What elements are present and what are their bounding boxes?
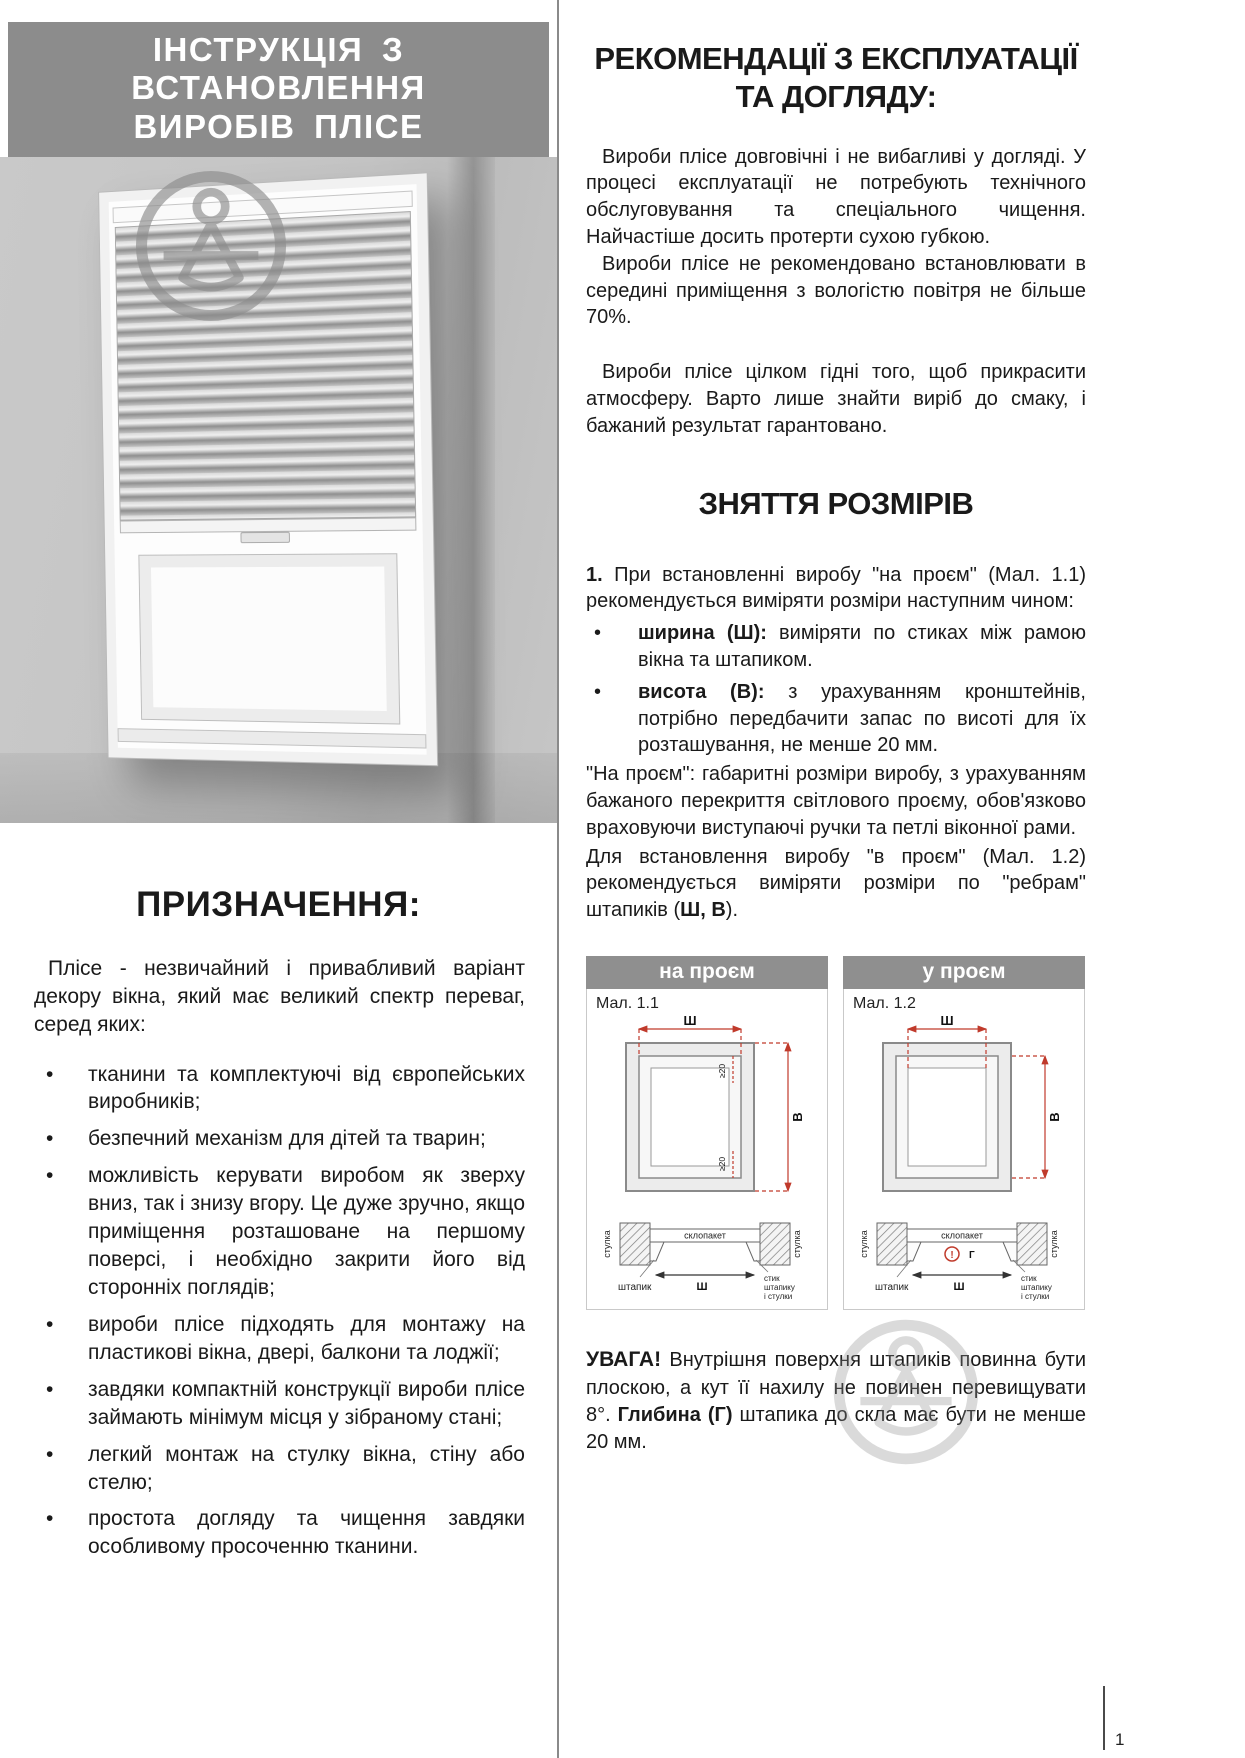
care-title-line-2: ТА ДОГЛЯДУ: [735, 78, 937, 114]
left-column [0, 0, 557, 1570]
step-text: При встановленні виробу "на проєм" (Мал. 1.1) рекомендується виміряти розміри наступним чином: [586, 563, 1086, 613]
page-number-value: 1 [1115, 1730, 1125, 1749]
min-gap-top-label: ≥20 [717, 1063, 727, 1079]
brand-watermark-icon [830, 1316, 982, 1468]
glazing-label: склопакет [684, 1230, 726, 1241]
joint-label-3: і стулки [764, 1291, 793, 1301]
min-gap-bottom-label: ≥20 [717, 1156, 727, 1172]
purpose-list-item: • можливість керувати виробом як зверху вниз, так і знизу вгору. Це дуже зручно, якщо приміщення розташоване на першому поверсі, і необхідно закрити його від сторонніх поглядів; [34, 1162, 525, 1302]
care-paragraph-3: Вироби плісе цілком гідні того, щоб прикрасити атмосферу. Варто лише знайти виріб до смаку, і бажаний результат гарантовано. [586, 361, 1086, 437]
window-sill [118, 728, 427, 748]
window-frame-drawing [883, 1043, 1011, 1191]
diagram-1-drawing [592, 1013, 822, 1305]
height-definition: з урахуванням кронштейнів, потрібно передбачити запас по висоті для їх розташування, не менше 20 мм. [638, 680, 1086, 757]
glazing-label: склопакет [941, 1230, 983, 1241]
purpose-list-item: • тканини та комплектуючі від європейських виробників; [34, 1061, 525, 1117]
diagram-row [586, 956, 1086, 1310]
v-proem-text-1: Для встановлення виробу "в проєм" (Мал. 1.2) рекомендується виміряти розміри по "ребрам" штапиків ( [586, 845, 1086, 922]
step-number: 1. [586, 563, 603, 586]
diagram-1-body [586, 989, 828, 1310]
v-proem-dims: Ш, В [680, 899, 726, 922]
attention-text-2: штапика до скла має бути не менше 20 мм. [586, 1403, 1086, 1453]
v-proem-text-2: ). [725, 899, 739, 922]
purpose-list-item: • легкий монтаж на стулку вікна, стіну або стелю; [34, 1441, 525, 1497]
blind-handle [240, 532, 290, 543]
figure-1-label: Мал. 1.1 [596, 994, 659, 1012]
product-photo [0, 157, 557, 823]
purpose-list-item: • завдяки компактній конструкції вироби плісе займають мінімум місця у зібраному стані; [34, 1376, 525, 1432]
page-number [1103, 1686, 1124, 1750]
measuring-title: ЗНЯТТЯ РОЗМІРІВ [698, 485, 974, 521]
joint-label-1: стик [764, 1273, 780, 1283]
measuring-step-1 [586, 562, 1086, 616]
diagram-na-proem [586, 956, 828, 1310]
diagram-2-body [843, 989, 1085, 1310]
right-column [586, 0, 1086, 1456]
measuring-list-item [586, 679, 1086, 759]
attention-text-1: Внутрішня поверхня штапиків повинна бути плоскою, а кут її нахилу не повинен перевищувати 8°. [586, 1348, 1086, 1426]
attention-label: УВАГА! [586, 1347, 662, 1371]
sash-right-label: стулка [792, 1230, 802, 1258]
sash-left-label: стулка [602, 1230, 612, 1258]
dim-width-label: Ш [940, 1012, 954, 1028]
care-paragraph-2: Вироби плісе не рекомендовано встановлювати в середині приміщення з вологістю повітря не більше 70%. [586, 252, 1086, 329]
joint-label-2: штапику [764, 1282, 795, 1292]
dim-height-label: В [790, 1112, 805, 1122]
purpose-list-item: • безпечний механізм для дітей та тварин; [34, 1125, 525, 1153]
dim-width-label: Ш [683, 1012, 697, 1028]
window-glass [139, 554, 399, 723]
bead-label: штапик [618, 1281, 652, 1293]
banner-line-1: ІНСТРУКЦІЯ З ВСТАНОВЛЕННЯ [131, 31, 426, 107]
purpose-title: ПРИЗНАЧЕННЯ: [136, 884, 421, 924]
joint-label-2: штапику [1021, 1282, 1052, 1292]
measuring-list [586, 620, 1086, 759]
purpose-list-item: • вироби плісе підходять для монтажу на пластикові вікна, двері, балкони та лоджії; [34, 1311, 525, 1367]
measuring-list-item [586, 620, 1086, 674]
window-frame-drawing [626, 1043, 754, 1191]
v-proem-paragraph [586, 844, 1086, 924]
joint-label-3: і стулки [1021, 1291, 1050, 1301]
care-title [586, 40, 1086, 116]
diagram-2-header: у проєм [843, 956, 1085, 989]
wall-floor-shading [0, 753, 557, 823]
sash-left-label: стулка [859, 1230, 869, 1258]
purpose-intro: Плісе - незвичайний і привабливий варіант декору вікна, який має великий спектр переваг, серед яких: [34, 956, 525, 1036]
care-title-line-1: РЕКОМЕНДАЦІЇ З ЕКСПЛУАТАЦІЇ [594, 41, 1078, 76]
joint-label-1: стик [1021, 1273, 1037, 1283]
purpose-list-item: • простота догляду та чищення завдяки особливому просоченню тканини. [34, 1505, 525, 1561]
diagram-2-drawing [849, 1013, 1079, 1305]
cross-width-label: Ш [696, 1280, 708, 1293]
care-paragraph-1: Вироби плісе довговічні і не вибагливі у догляді. У процесі експлуатації не потребують технічного обслуговування та спеціального чищення. Найчастіше досить протерти сухою губкою. [586, 145, 1086, 249]
width-term: ширина (Ш): [638, 622, 767, 645]
title-banner [8, 22, 549, 157]
na-proem-paragraph: "На проєм": габаритні розміри виробу, з урахуванням бажаного перекриття світлового проєму, обов'язково враховуючи виступаючі ручки та петлі віконної рами. [586, 763, 1086, 839]
bead-label: штапик [875, 1281, 909, 1293]
wall-shading [447, 157, 495, 823]
banner-line-2: ВИРОБІВ ПЛІСЕ [133, 107, 424, 145]
figure-2-label: Мал. 1.2 [853, 994, 916, 1012]
diagram-u-proem [843, 956, 1085, 1310]
width-definition: виміряти по стиках між рамою вікна та штапиком. [638, 622, 1086, 671]
column-divider [557, 0, 559, 1758]
cross-width-label: Ш [953, 1280, 965, 1293]
dim-height-label: В [1047, 1112, 1062, 1122]
purpose-list [34, 1061, 525, 1562]
blind-bottom-rail [120, 517, 417, 533]
depth-label: Г [969, 1249, 975, 1261]
sash-right-label: стулка [1049, 1230, 1059, 1258]
height-term: висота (В): [638, 680, 765, 703]
brand-watermark-icon [132, 167, 290, 325]
diagram-1-header: на проєм [586, 956, 828, 989]
warning-mark: ! [950, 1249, 954, 1261]
attention-depth-term: Глибина (Г) [617, 1403, 733, 1426]
